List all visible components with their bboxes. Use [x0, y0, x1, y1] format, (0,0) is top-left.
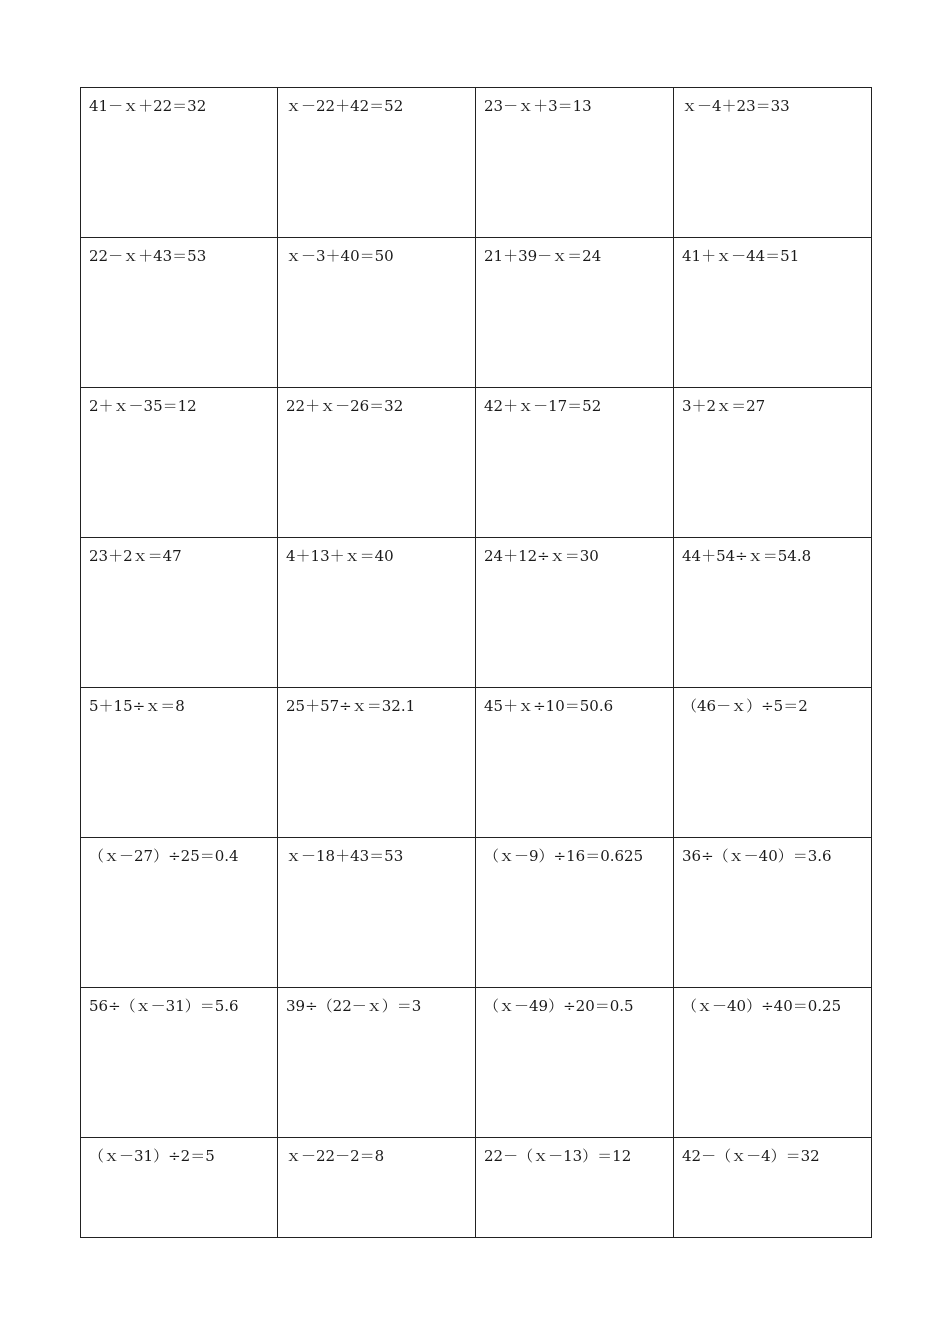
worksheet-row-3: [81, 388, 872, 538]
equation-cell: 36÷（ｘ－40）＝3.6: [674, 838, 872, 988]
worksheet-row-4: [81, 538, 872, 688]
equation-cell: ｘ－4＋23＝33: [674, 88, 872, 238]
equation-cell: 41－ｘ＋22＝32: [81, 88, 278, 238]
equation-cell: （ｘ－40）÷40＝0.25: [674, 988, 872, 1138]
worksheet-row-5: [81, 688, 872, 838]
equation-cell: 22－（ｘ－13）＝12: [476, 1138, 674, 1238]
equation-cell: （ｘ－31）÷2＝5: [81, 1138, 278, 1238]
equation-cell: （ｘ－27）÷25＝0.4: [81, 838, 278, 988]
equation-cell: 22＋ｘ－26＝32: [278, 388, 476, 538]
worksheet-row-1: [81, 88, 872, 238]
equation-cell: （ｘ－9）÷16＝0.625: [476, 838, 674, 988]
equation-cell: 42＋ｘ－17＝52: [476, 388, 674, 538]
equation-cell: 4＋13＋ｘ＝40: [278, 538, 476, 688]
equation-cell: 41＋ｘ－44＝51: [674, 238, 872, 388]
equation-cell: 3＋2ｘ＝27: [674, 388, 872, 538]
equation-cell: ｘ－22－2＝8: [278, 1138, 476, 1238]
equation-cell: 5＋15÷ｘ＝8: [81, 688, 278, 838]
equation-cell: 2＋ｘ－35＝12: [81, 388, 278, 538]
equation-cell: 42－（ｘ－4）＝32: [674, 1138, 872, 1238]
equation-cell: （46－ｘ）÷5＝2: [674, 688, 872, 838]
equation-cell: 44＋54÷ｘ＝54.8: [674, 538, 872, 688]
equation-cell: ｘ－22＋42＝52: [278, 88, 476, 238]
equation-cell: 23－ｘ＋3＝13: [476, 88, 674, 238]
worksheet-row-6: [81, 838, 872, 988]
worksheet-row-2: [81, 238, 872, 388]
equation-cell: 21＋39－ｘ＝24: [476, 238, 674, 388]
equation-cell: 23＋2ｘ＝47: [81, 538, 278, 688]
equation-cell: 25＋57÷ｘ＝32.1: [278, 688, 476, 838]
equation-cell: （ｘ－49）÷20＝0.5: [476, 988, 674, 1138]
equation-cell: 22－ｘ＋43＝53: [81, 238, 278, 388]
worksheet-row-8: [81, 1138, 872, 1238]
equation-cell: 56÷（ｘ－31）＝5.6: [81, 988, 278, 1138]
equation-worksheet-table: [80, 87, 872, 1238]
equation-cell: 24＋12÷ｘ＝30: [476, 538, 674, 688]
equation-cell: 39÷（22－ｘ）＝3: [278, 988, 476, 1138]
equation-cell: 45＋ｘ÷10＝50.6: [476, 688, 674, 838]
worksheet-row-7: [81, 988, 872, 1138]
equation-cell: ｘ－18＋43＝53: [278, 838, 476, 988]
equation-cell: ｘ－3＋40＝50: [278, 238, 476, 388]
